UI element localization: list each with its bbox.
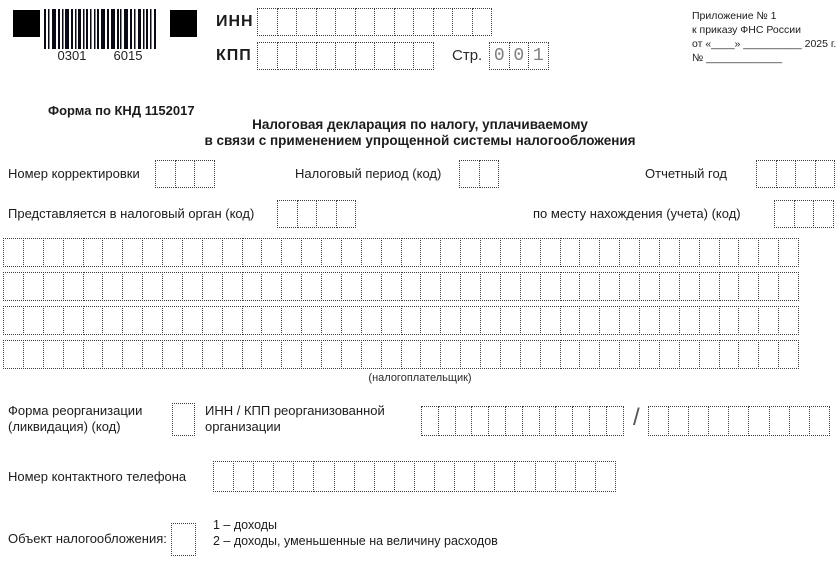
input-cell[interactable] bbox=[555, 461, 576, 492]
input-cell[interactable] bbox=[460, 238, 481, 267]
barcode bbox=[44, 9, 156, 49]
input-cell[interactable] bbox=[301, 238, 322, 267]
reorg-form-code-input[interactable] bbox=[172, 403, 195, 436]
input-cell[interactable] bbox=[242, 238, 263, 267]
input-cell[interactable] bbox=[560, 340, 581, 369]
input-cell[interactable] bbox=[699, 340, 720, 369]
input-cell[interactable] bbox=[500, 340, 521, 369]
input-cell[interactable] bbox=[381, 238, 402, 267]
input-cell[interactable] bbox=[182, 340, 203, 369]
input-cell[interactable] bbox=[277, 8, 298, 36]
input-cell[interactable] bbox=[381, 306, 402, 335]
input-cell[interactable] bbox=[63, 272, 84, 301]
input-cell[interactable] bbox=[774, 200, 795, 228]
input-cell[interactable] bbox=[413, 42, 434, 70]
input-cell[interactable] bbox=[321, 340, 342, 369]
input-cell[interactable] bbox=[794, 200, 815, 228]
input-cell[interactable] bbox=[277, 200, 298, 228]
input-cell[interactable] bbox=[540, 340, 561, 369]
input-cell[interactable] bbox=[171, 523, 196, 556]
phone-label: Номер контактного телефона bbox=[8, 469, 187, 484]
input-cell[interactable] bbox=[257, 42, 278, 70]
input-cell[interactable] bbox=[202, 306, 223, 335]
input-cell[interactable] bbox=[102, 238, 123, 267]
input-cell[interactable] bbox=[579, 340, 600, 369]
input-cell[interactable] bbox=[758, 272, 779, 301]
input-cell[interactable] bbox=[122, 272, 143, 301]
input-cell[interactable] bbox=[815, 160, 836, 188]
tax-object-label: Объект налогообложения: bbox=[8, 531, 167, 546]
input-cell[interactable] bbox=[440, 306, 461, 335]
input-cell[interactable] bbox=[334, 461, 355, 492]
input-cell[interactable] bbox=[316, 8, 337, 36]
input-cell[interactable] bbox=[63, 340, 84, 369]
appendix-line4: № _____________ bbox=[692, 52, 783, 64]
input-cell[interactable] bbox=[43, 340, 64, 369]
input-cell[interactable] bbox=[162, 272, 183, 301]
input-cell[interactable] bbox=[261, 306, 282, 335]
input-cell[interactable] bbox=[341, 306, 362, 335]
input-cell[interactable] bbox=[281, 238, 302, 267]
input-cell[interactable] bbox=[639, 306, 660, 335]
registration-mark-left bbox=[13, 10, 40, 37]
input-cell[interactable] bbox=[789, 406, 810, 436]
input-cell[interactable] bbox=[471, 406, 489, 436]
input-cell[interactable] bbox=[83, 238, 104, 267]
input-cell[interactable] bbox=[257, 8, 278, 36]
input-cell[interactable] bbox=[738, 272, 759, 301]
taxpayer-name-row-4[interactable] bbox=[3, 340, 799, 369]
inn-kpp-separator: / bbox=[633, 404, 640, 431]
input-cell[interactable] bbox=[560, 306, 581, 335]
input-cell[interactable] bbox=[679, 306, 700, 335]
input-cell[interactable] bbox=[535, 461, 556, 492]
input-cell[interactable] bbox=[440, 238, 461, 267]
input-cell[interactable] bbox=[273, 461, 294, 492]
input-cell[interactable] bbox=[374, 461, 395, 492]
reorg-kpp-input[interactable] bbox=[648, 406, 830, 436]
input-cell[interactable] bbox=[769, 406, 790, 436]
input-cell[interactable] bbox=[102, 340, 123, 369]
input-cell[interactable] bbox=[540, 272, 561, 301]
input-cell[interactable] bbox=[316, 42, 337, 70]
input-cell[interactable] bbox=[606, 406, 624, 436]
input-cell[interactable] bbox=[222, 272, 243, 301]
input-cell[interactable] bbox=[293, 461, 314, 492]
input-cell[interactable] bbox=[738, 238, 759, 267]
input-cell[interactable] bbox=[401, 272, 422, 301]
input-cell[interactable] bbox=[440, 340, 461, 369]
input-cell[interactable] bbox=[361, 340, 382, 369]
input-cell[interactable] bbox=[500, 238, 521, 267]
input-cell[interactable] bbox=[301, 340, 322, 369]
input-cell[interactable] bbox=[520, 238, 541, 267]
input-cell[interactable] bbox=[595, 461, 616, 492]
input-cell[interactable] bbox=[679, 238, 700, 267]
location-code-input[interactable] bbox=[774, 200, 834, 228]
correction-number-label: Номер корректировки bbox=[8, 166, 140, 181]
input-cell[interactable] bbox=[555, 406, 573, 436]
input-cell[interactable] bbox=[335, 8, 356, 36]
input-cell[interactable] bbox=[341, 340, 362, 369]
reorg-inn-kpp-label-line1: ИНН / КПП реорганизованной bbox=[205, 403, 385, 418]
input-cell[interactable] bbox=[719, 272, 740, 301]
input-cell[interactable] bbox=[361, 238, 382, 267]
input-cell[interactable] bbox=[589, 406, 607, 436]
input-cell[interactable] bbox=[688, 406, 709, 436]
input-cell[interactable] bbox=[401, 306, 422, 335]
input-cell[interactable] bbox=[719, 238, 740, 267]
input-cell[interactable] bbox=[162, 340, 183, 369]
input-cell[interactable] bbox=[472, 8, 493, 36]
input-cell[interactable] bbox=[599, 238, 620, 267]
input-cell[interactable] bbox=[341, 238, 362, 267]
input-cell[interactable] bbox=[480, 340, 501, 369]
input-cell[interactable] bbox=[452, 8, 473, 36]
input-cell[interactable] bbox=[659, 306, 680, 335]
input-cell[interactable] bbox=[619, 272, 640, 301]
input-cell[interactable] bbox=[619, 238, 640, 267]
tax-period-label: Налоговый период (код) bbox=[295, 166, 442, 181]
input-cell[interactable] bbox=[659, 272, 680, 301]
input-cell[interactable] bbox=[639, 238, 660, 267]
barcode-digits: 0301 6015 bbox=[57, 48, 143, 63]
input-cell[interactable] bbox=[539, 406, 557, 436]
input-cell[interactable] bbox=[242, 272, 263, 301]
input-cell[interactable] bbox=[454, 461, 475, 492]
input-cell[interactable] bbox=[122, 238, 143, 267]
report-year-label: Отчетный год bbox=[645, 166, 727, 181]
input-cell[interactable] bbox=[540, 306, 561, 335]
input-cell[interactable] bbox=[335, 42, 356, 70]
input-cell[interactable] bbox=[222, 340, 243, 369]
report-year-input[interactable] bbox=[756, 160, 835, 188]
input-cell[interactable] bbox=[455, 406, 473, 436]
input-cell[interactable] bbox=[460, 306, 481, 335]
input-cell[interactable] bbox=[758, 306, 779, 335]
input-cell[interactable] bbox=[699, 306, 720, 335]
input-cell[interactable] bbox=[520, 340, 541, 369]
input-cell[interactable] bbox=[438, 406, 456, 436]
input-cell[interactable] bbox=[3, 306, 24, 335]
input-cell[interactable] bbox=[162, 238, 183, 267]
location-code-label: по месту нахождения (учета) (код) bbox=[533, 206, 741, 221]
input-cell[interactable] bbox=[242, 340, 263, 369]
input-cell[interactable] bbox=[394, 461, 415, 492]
input-cell[interactable] bbox=[433, 8, 454, 36]
input-cell[interactable] bbox=[361, 272, 382, 301]
input-cell[interactable] bbox=[679, 340, 700, 369]
input-cell[interactable] bbox=[560, 238, 581, 267]
input-cell[interactable] bbox=[434, 461, 455, 492]
input-cell[interactable] bbox=[3, 238, 24, 267]
input-cell[interactable] bbox=[494, 461, 515, 492]
input-cell[interactable] bbox=[639, 340, 660, 369]
input-cell[interactable] bbox=[83, 340, 104, 369]
input-cell[interactable] bbox=[414, 461, 435, 492]
input-cell[interactable]: 0 bbox=[489, 42, 510, 70]
input-cell[interactable] bbox=[155, 160, 176, 188]
input-cell[interactable] bbox=[374, 42, 395, 70]
input-cell[interactable] bbox=[778, 272, 799, 301]
input-cell[interactable] bbox=[63, 306, 84, 335]
registration-mark-right bbox=[170, 10, 197, 37]
page-number-label: Стр. bbox=[452, 47, 483, 64]
input-cell[interactable] bbox=[142, 340, 163, 369]
input-cell[interactable] bbox=[222, 238, 243, 267]
input-cell[interactable] bbox=[23, 238, 44, 267]
input-cell[interactable] bbox=[579, 306, 600, 335]
input-cell[interactable] bbox=[420, 272, 441, 301]
input-cell[interactable] bbox=[480, 272, 501, 301]
tax-period-input[interactable] bbox=[459, 160, 499, 188]
input-cell[interactable] bbox=[728, 406, 749, 436]
input-cell[interactable] bbox=[795, 160, 816, 188]
reorg-form-label-line2: (ликвидация) (код) bbox=[8, 419, 121, 434]
input-cell[interactable] bbox=[3, 340, 24, 369]
input-cell[interactable] bbox=[281, 272, 302, 301]
input-cell[interactable] bbox=[420, 238, 441, 267]
input-cell[interactable] bbox=[505, 406, 523, 436]
appendix-note bbox=[692, 9, 836, 65]
input-cell[interactable] bbox=[619, 306, 640, 335]
input-cell[interactable] bbox=[296, 42, 317, 70]
input-cell[interactable] bbox=[261, 340, 282, 369]
inn-label: ИНН bbox=[216, 13, 254, 30]
input-cell[interactable] bbox=[321, 272, 342, 301]
kpp-label: КПП bbox=[216, 47, 252, 64]
input-cell[interactable] bbox=[316, 200, 337, 228]
reorg-inn-kpp-label-line2: организации bbox=[205, 419, 281, 434]
input-cell[interactable] bbox=[813, 200, 834, 228]
reorg-inn-input[interactable] bbox=[421, 406, 624, 436]
input-cell[interactable] bbox=[142, 272, 163, 301]
input-cell[interactable] bbox=[668, 406, 689, 436]
input-cell[interactable] bbox=[394, 8, 415, 36]
inn-input[interactable] bbox=[257, 8, 492, 36]
input-cell[interactable] bbox=[281, 306, 302, 335]
input-cell[interactable] bbox=[540, 238, 561, 267]
input-cell[interactable] bbox=[202, 272, 223, 301]
input-cell[interactable] bbox=[778, 306, 799, 335]
input-cell[interactable] bbox=[213, 461, 234, 492]
input-cell[interactable] bbox=[355, 42, 376, 70]
input-cell[interactable] bbox=[83, 272, 104, 301]
input-cell[interactable] bbox=[708, 406, 729, 436]
input-cell[interactable] bbox=[599, 306, 620, 335]
taxpayer-name-row-3[interactable] bbox=[3, 306, 799, 335]
input-cell[interactable] bbox=[575, 461, 596, 492]
input-cell[interactable] bbox=[460, 340, 481, 369]
input-cell[interactable] bbox=[699, 272, 720, 301]
input-cell[interactable] bbox=[522, 406, 540, 436]
input-cell[interactable] bbox=[297, 200, 318, 228]
form-title-line2: в связи с применением упрощенной системы налогообложения bbox=[204, 133, 636, 148]
knd-form-code: Форма по КНД 1152017 bbox=[48, 103, 195, 118]
input-cell[interactable] bbox=[102, 272, 123, 301]
tax-authority-input[interactable] bbox=[277, 200, 356, 228]
input-cell[interactable] bbox=[480, 238, 501, 267]
input-cell[interactable] bbox=[514, 461, 535, 492]
input-cell[interactable] bbox=[420, 340, 441, 369]
input-cell[interactable] bbox=[175, 160, 196, 188]
input-cell[interactable] bbox=[659, 340, 680, 369]
input-cell[interactable] bbox=[756, 160, 777, 188]
input-cell[interactable] bbox=[341, 272, 362, 301]
tax-authority-label: Представляется в налоговый орган (код) bbox=[8, 206, 255, 221]
input-cell[interactable] bbox=[182, 238, 203, 267]
input-cell[interactable] bbox=[460, 272, 481, 301]
input-cell[interactable] bbox=[488, 406, 506, 436]
input-cell[interactable] bbox=[500, 272, 521, 301]
input-cell[interactable] bbox=[242, 306, 263, 335]
page-number-input[interactable] bbox=[489, 42, 549, 70]
input-cell[interactable] bbox=[142, 238, 163, 267]
input-cell[interactable] bbox=[63, 238, 84, 267]
input-cell[interactable] bbox=[361, 306, 382, 335]
input-cell[interactable] bbox=[277, 42, 298, 70]
input-cell[interactable] bbox=[401, 238, 422, 267]
input-cell[interactable] bbox=[313, 461, 334, 492]
input-cell[interactable] bbox=[394, 42, 415, 70]
input-cell[interactable] bbox=[281, 340, 302, 369]
input-cell[interactable] bbox=[738, 306, 759, 335]
taxpayer-name-row-1[interactable] bbox=[3, 238, 799, 267]
input-cell[interactable] bbox=[261, 238, 282, 267]
input-cell[interactable] bbox=[520, 272, 541, 301]
tax-object-input[interactable] bbox=[171, 523, 196, 556]
tax-object-option-2: 2 – доходы, уменьшенные на величину расходов bbox=[213, 534, 498, 548]
input-cell[interactable] bbox=[142, 306, 163, 335]
input-cell[interactable]: 0 bbox=[509, 42, 530, 70]
input-cell[interactable] bbox=[301, 272, 322, 301]
input-cell[interactable] bbox=[122, 306, 143, 335]
taxpayer-caption: (налогоплательщик) bbox=[368, 372, 472, 384]
input-cell[interactable] bbox=[23, 306, 44, 335]
appendix-line1: Приложение № 1 bbox=[692, 10, 777, 22]
input-cell[interactable] bbox=[401, 340, 422, 369]
input-cell[interactable] bbox=[336, 200, 357, 228]
input-cell[interactable] bbox=[599, 272, 620, 301]
input-cell[interactable] bbox=[253, 461, 274, 492]
input-cell[interactable] bbox=[679, 272, 700, 301]
input-cell[interactable] bbox=[321, 238, 342, 267]
form-title bbox=[0, 117, 840, 149]
input-cell[interactable] bbox=[778, 238, 799, 267]
input-cell[interactable] bbox=[579, 238, 600, 267]
input-cell[interactable] bbox=[579, 272, 600, 301]
input-cell[interactable] bbox=[162, 306, 183, 335]
input-cell[interactable] bbox=[738, 340, 759, 369]
input-cell[interactable] bbox=[639, 272, 660, 301]
input-cell[interactable] bbox=[520, 306, 541, 335]
input-cell[interactable] bbox=[648, 406, 669, 436]
input-cell[interactable] bbox=[420, 306, 441, 335]
input-cell[interactable] bbox=[599, 340, 620, 369]
input-cell[interactable] bbox=[572, 406, 590, 436]
input-cell[interactable] bbox=[3, 272, 24, 301]
input-cell[interactable] bbox=[43, 272, 64, 301]
input-cell[interactable] bbox=[719, 340, 740, 369]
input-cell[interactable] bbox=[748, 406, 769, 436]
input-cell[interactable] bbox=[381, 340, 402, 369]
input-cell[interactable] bbox=[480, 306, 501, 335]
input-cell[interactable] bbox=[43, 238, 64, 267]
input-cell[interactable] bbox=[102, 306, 123, 335]
input-cell[interactable] bbox=[500, 306, 521, 335]
input-cell[interactable] bbox=[699, 238, 720, 267]
input-cell[interactable] bbox=[202, 238, 223, 267]
input-cell[interactable] bbox=[381, 272, 402, 301]
input-cell[interactable] bbox=[222, 306, 243, 335]
input-cell[interactable] bbox=[659, 238, 680, 267]
input-cell[interactable] bbox=[560, 272, 581, 301]
input-cell[interactable] bbox=[23, 272, 44, 301]
input-cell[interactable] bbox=[413, 8, 434, 36]
input-cell[interactable] bbox=[23, 340, 44, 369]
input-cell[interactable] bbox=[43, 306, 64, 335]
input-cell[interactable] bbox=[83, 306, 104, 335]
input-cell[interactable] bbox=[261, 272, 282, 301]
input-cell[interactable] bbox=[440, 272, 461, 301]
input-cell[interactable] bbox=[809, 406, 830, 436]
input-cell[interactable] bbox=[719, 306, 740, 335]
input-cell[interactable] bbox=[321, 306, 342, 335]
reorg-form-label-line1: Форма реорганизации bbox=[8, 403, 143, 418]
input-cell[interactable] bbox=[619, 340, 640, 369]
input-cell[interactable] bbox=[758, 340, 779, 369]
input-cell[interactable] bbox=[182, 306, 203, 335]
input-cell[interactable] bbox=[296, 8, 317, 36]
input-cell[interactable] bbox=[355, 8, 376, 36]
input-cell[interactable] bbox=[301, 306, 322, 335]
input-cell[interactable] bbox=[122, 340, 143, 369]
tax-object-option-1: 1 – доходы bbox=[213, 518, 278, 532]
input-cell[interactable] bbox=[474, 461, 495, 492]
input-cell[interactable] bbox=[202, 340, 223, 369]
form-title-line1: Налоговая декларация по налогу, уплачиваемому bbox=[252, 117, 588, 132]
input-cell[interactable] bbox=[374, 8, 395, 36]
input-cell[interactable] bbox=[233, 461, 254, 492]
input-cell[interactable] bbox=[172, 403, 195, 436]
input-cell[interactable] bbox=[479, 160, 500, 188]
input-cell[interactable] bbox=[182, 272, 203, 301]
appendix-line3: от «____» __________ 2025 г. bbox=[692, 38, 837, 50]
input-cell[interactable] bbox=[778, 340, 799, 369]
input-cell[interactable]: 1 bbox=[528, 42, 549, 70]
input-cell[interactable] bbox=[194, 160, 215, 188]
correction-number-input[interactable] bbox=[155, 160, 215, 188]
input-cell[interactable] bbox=[421, 406, 439, 436]
kpp-input[interactable] bbox=[257, 42, 434, 70]
appendix-line2: к приказу ФНС России bbox=[692, 24, 801, 36]
input-cell[interactable] bbox=[459, 160, 480, 188]
input-cell[interactable] bbox=[354, 461, 375, 492]
input-cell[interactable] bbox=[758, 238, 779, 267]
input-cell[interactable] bbox=[776, 160, 797, 188]
taxpayer-name-row-2[interactable] bbox=[3, 272, 799, 301]
phone-input[interactable] bbox=[213, 461, 616, 492]
